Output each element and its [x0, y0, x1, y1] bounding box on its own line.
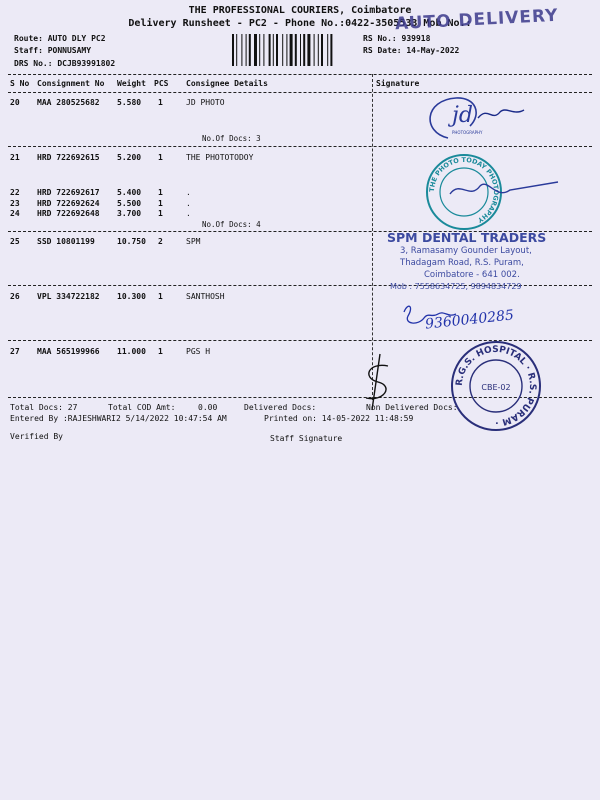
divider — [8, 74, 592, 75]
spm-stamp-addr: Coimbatore - 641 002. — [424, 270, 520, 280]
barcode-bar — [330, 34, 332, 66]
row-pcs: 1 — [158, 199, 163, 208]
row-consignee: PGS H — [186, 347, 211, 356]
spm-stamp-addr: Thadagam Road, R.S. Puram, — [400, 258, 524, 268]
verified-by: Verified By — [10, 432, 63, 441]
row-consignment: HRD 722692624 — [37, 199, 100, 208]
spm-stamp-addr: 3, Ramasamy Gounder Layout, — [400, 246, 532, 256]
row-pcs: 1 — [158, 209, 163, 218]
staff-label: Staff: PONNUSAMY — [14, 46, 92, 55]
staff-signature: Staff Signature — [270, 434, 343, 443]
spm-stamp-name: SPM DENTAL TRADERS — [387, 230, 547, 245]
row-consignee: . — [186, 209, 191, 218]
rs-number: RS No.: 939918 — [363, 34, 431, 43]
delivered-docs: Delivered Docs: — [244, 403, 317, 412]
hospital-stamp — [448, 338, 544, 434]
barcode-bar — [295, 34, 297, 66]
row-weight: 10.300 — [117, 292, 146, 301]
barcode-bar — [254, 34, 257, 66]
row-pcs: 1 — [158, 153, 163, 162]
col-header-weight: Weight — [117, 79, 146, 88]
barcode-bar — [241, 34, 242, 66]
barcode-bar — [327, 34, 328, 66]
row-consignment: MAA 565199966 — [37, 347, 100, 356]
row-consignment: SSD 10801199 — [37, 237, 95, 246]
barcode-bar — [314, 34, 315, 66]
row-consignment: VPL 334722182 — [37, 292, 100, 301]
row-consignee: SPM — [186, 237, 201, 246]
row-weight: 5.500 — [117, 199, 142, 208]
route-label: Route: AUTO DLY PC2 — [14, 34, 106, 43]
row-consignee: SANTHOSH — [186, 292, 225, 301]
barcode-bar — [286, 34, 287, 66]
hospital-center-text: CBE-02 — [481, 383, 511, 392]
barcode-bar — [318, 34, 319, 66]
drs-number: DRS No.: DCJB93991802 — [14, 59, 116, 68]
page-title: THE PROFESSIONAL COURIERS, Coimbatore — [188, 5, 412, 16]
row-consignment: HRD 722692648 — [37, 209, 100, 218]
row-weight: 5.580 — [117, 98, 142, 107]
rs-date: RS Date: 14-May-2022 — [363, 46, 460, 55]
pgs-signature — [358, 352, 398, 412]
row-docs: No.Of Docs: 4 — [202, 220, 261, 229]
row-pcs: 2 — [158, 237, 163, 246]
page-subtitle: Delivery Runsheet - PC2 - Phone No.:0422-3505533 Mob No.: — [128, 18, 472, 29]
row-sno: 26 — [10, 292, 20, 301]
row-sno: 23 — [10, 199, 20, 208]
barcode-bar — [259, 34, 260, 66]
barcode-bar — [321, 34, 323, 66]
row-sno: 27 — [10, 347, 20, 356]
row-consignment: MAA 280525682 — [37, 98, 100, 107]
row-docs: No.Of Docs: 3 — [202, 134, 261, 143]
row-consignee: . — [186, 199, 191, 208]
jd-logo-text: jd — [452, 103, 473, 128]
row-pcs: 1 — [158, 188, 163, 197]
barcode-bar — [232, 34, 234, 66]
row-weight: 10.750 — [117, 237, 146, 246]
row-sno: 25 — [10, 237, 20, 246]
entered-by: Entered By :RAJESHWARI2 5/14/2022 10:47:54 AM — [10, 414, 227, 423]
row-consignment: HRD 722692617 — [37, 188, 100, 197]
row-consignment: HRD 722692615 — [37, 153, 100, 162]
barcode-bar — [236, 34, 237, 66]
spm-stamp-mobile: Mob : 7558634725, 9894834729 — [390, 282, 522, 291]
auto-delivery-stamp: AUTO DELIVERY — [394, 5, 559, 35]
printed-on: Printed on: 14-05-2022 11:48:59 — [264, 414, 414, 423]
hospital-ring-text: R.G.S. HOSPITAL · R.S. PURAM · — [454, 344, 538, 428]
barcode-bar — [282, 34, 283, 66]
row-pcs: 1 — [158, 292, 163, 301]
col-header-consignment: Consignment No — [37, 79, 105, 88]
barcode-bar — [269, 34, 271, 66]
barcode-bar — [249, 34, 251, 66]
col-header-consignee: Consignee Details — [186, 79, 268, 88]
row-pcs: 1 — [158, 347, 163, 356]
row-consignee: THE PHOTOTODOY — [186, 153, 254, 162]
phototoday-ring-text: THE PHOTO TODAY PHOTOGRAPHY — [427, 155, 501, 225]
row-weight: 3.700 — [117, 209, 142, 218]
phototoday-signature — [440, 170, 560, 210]
jd-logo-sub: PHOTOGRAPHY — [452, 130, 483, 135]
col-header-signature: Signature — [376, 79, 420, 88]
barcode-bar — [276, 34, 278, 66]
barcode-bar — [246, 34, 247, 66]
col-header-pcs: PCS — [154, 79, 169, 88]
row-sno: 22 — [10, 188, 20, 197]
row-pcs: 1 — [158, 98, 163, 107]
row-consignee: JD PHOTO — [186, 98, 225, 107]
barcode-bar — [300, 34, 301, 66]
barcode-bar — [273, 34, 274, 66]
row-sno: 20 — [10, 98, 20, 107]
barcode-bar — [307, 34, 310, 66]
handwritten-phone: 9360040285 — [424, 307, 515, 333]
total-cod-label: Total COD Amt: — [108, 403, 176, 412]
barcode-bar — [263, 34, 264, 66]
col-header-sno: S No — [10, 79, 30, 88]
row-sno: 24 — [10, 209, 20, 218]
non-delivered-docs: Non Delivered Docs: — [366, 403, 458, 412]
row-weight: 5.400 — [117, 188, 142, 197]
divider — [8, 146, 592, 147]
row-sno: 21 — [10, 153, 20, 162]
total-cod-value: 0.00 — [198, 403, 218, 412]
row-consignee: . — [186, 188, 191, 197]
barcode-bar — [303, 34, 305, 66]
jd-photo-stamp — [418, 92, 528, 144]
total-docs: Total Docs: 27 — [10, 403, 78, 412]
barcode-bar — [290, 34, 293, 66]
row-weight: 5.200 — [117, 153, 142, 162]
row-weight: 11.000 — [117, 347, 146, 356]
barcode-icon — [230, 33, 360, 67]
